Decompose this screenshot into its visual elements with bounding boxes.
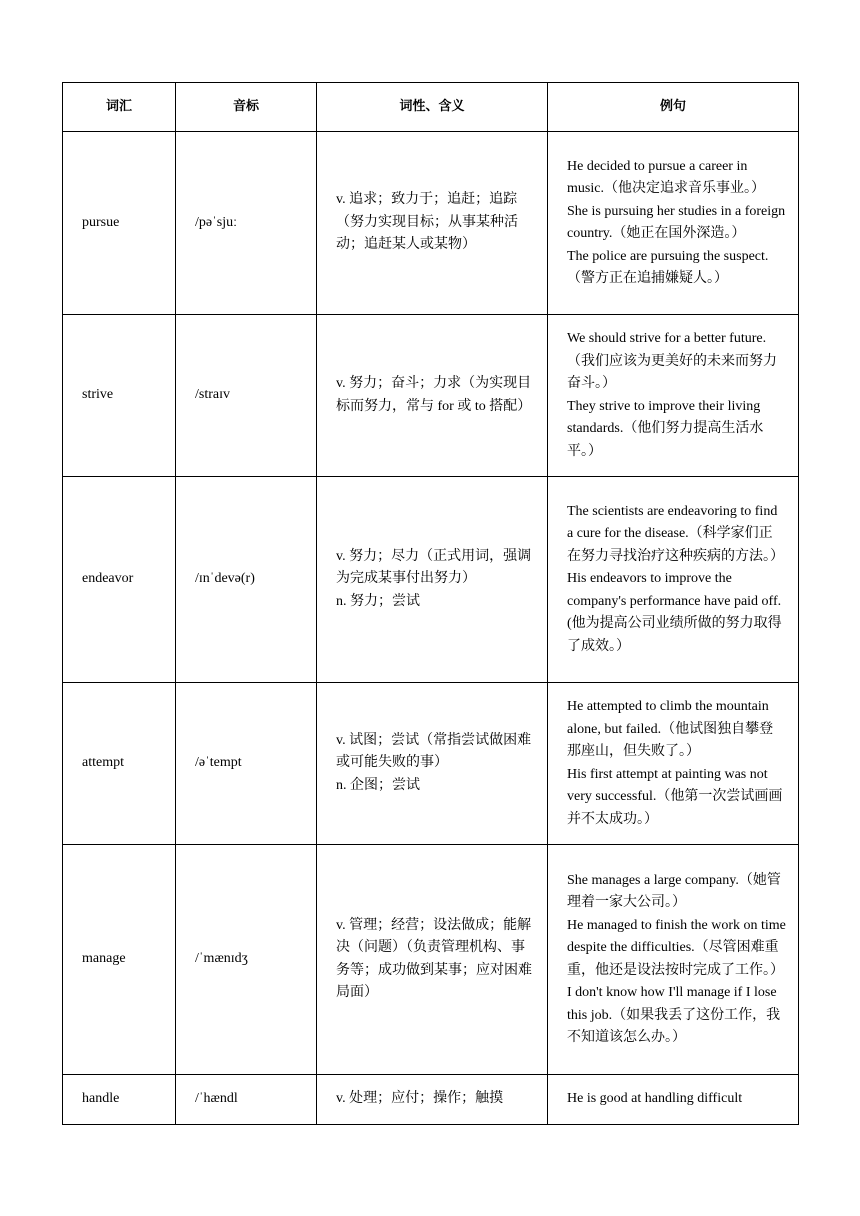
example-sentence: They strive to improve their living standards.（他们努力提高生活水平。） [567,398,764,459]
phonetic-cell: /ɪnˈdevə(r) [176,477,317,683]
phonetic-cell: /əˈtempt [176,683,317,845]
meaning-cell [317,683,548,845]
meaning-text: v. 努力；奋斗；力求（为实现目标而努力，常与 for 或 to 搭配） [336,376,532,414]
example-sentence: I don't know how I'll manage if I lose this job.（如果我丢了这份工作，我不知道该怎么办。） [567,985,781,1045]
table-header-row [63,83,799,132]
example-sentence: His first attempt at painting was not very successful.（他第一次尝试画画并不太成功。） [567,766,783,827]
examples-cell [548,132,799,315]
word-cell: handle [63,1075,176,1125]
example-sentence: We should strive for a better future.（我们应该为更美好的未来而努力奋斗。） [567,331,777,391]
example-sentence: His endeavors to improve the company's performance have paid off.(他为提高公司业绩所做的努力取得了成效。） [567,571,782,654]
example-sentence: He is good at handling difficult [567,1091,743,1107]
meaning-cell [317,132,548,315]
example-sentence: He attempted to climb the mountain alone, but failed.（他试图独自攀登那座山，但失败了。） [567,699,774,759]
phonetic-cell: /ˈmænɪdʒ [176,845,317,1075]
meaning-text: v. 试图；尝试（常指尝试做困难或可能失败的事） [336,732,532,771]
example-sentence: He decided to pursue a career in music.（他决定追求音乐事业。） [567,158,765,196]
vocabulary-table [62,82,799,1125]
meaning-text-noun: n. 企图；尝试 [336,777,420,793]
meaning-text: v. 管理；经营；设法做成；能解决（问题）（负责管理机构、事务等；成功做到某事；应对困难局面） [336,917,532,1000]
meaning-text: v. 追求；致力于；追赶；追踪（努力实现目标；从事某种活动；追赶某人或某物） [336,192,518,253]
meaning-cell [317,477,548,683]
meaning-cell [317,315,548,477]
table-row [63,315,799,477]
header-examples: 例句 [548,83,799,132]
meaning-cell [317,1075,548,1125]
examples-cell [548,1075,799,1125]
header-meaning: 词性、含义 [317,83,548,132]
word-cell: endeavor [63,477,176,683]
meaning-text: v. 处理；应付；操作；触摸 [336,1091,504,1107]
table-row [63,132,799,315]
word-cell: attempt [63,683,176,845]
examples-cell [548,683,799,845]
header-phonetic: 音标 [176,83,317,132]
word-cell: manage [63,845,176,1075]
examples-cell [548,845,799,1075]
table-row [63,845,799,1075]
example-sentence: She is pursuing her studies in a foreign country.（她正在国外深造。） [567,203,786,241]
word-cell: pursue [63,132,176,315]
meaning-text-noun: n. 努力；尝试 [336,593,420,609]
phonetic-cell: /straɪv [176,315,317,477]
word-cell: strive [63,315,176,477]
examples-cell [548,477,799,683]
header-word: 词汇 [63,83,176,132]
example-sentence: The scientists are endeavoring to find a cure for the disease.（科学家们正在努力寻找治疗这种疾病的方法。） [567,503,784,564]
example-sentence: She manages a large company.（她管理着一家大公司。） [567,872,781,910]
meaning-text: v. 努力；尽力（正式用词，强调为完成某事付出努力） [336,548,532,587]
phonetic-cell: /ˈhændl [176,1075,317,1125]
examples-cell [548,315,799,477]
table-row [63,683,799,845]
table-row [63,477,799,683]
example-sentence: He managed to finish the work on time despite the difficulties.（尽管困难重重，他还是设法按时完成了工作。） [567,917,786,978]
example-sentence: The police are pursuing the suspect.（警方正在追捕嫌疑人。） [567,248,769,286]
phonetic-cell: /pəˈsjuː [176,132,317,315]
table-row [63,1075,799,1125]
meaning-cell [317,845,548,1075]
